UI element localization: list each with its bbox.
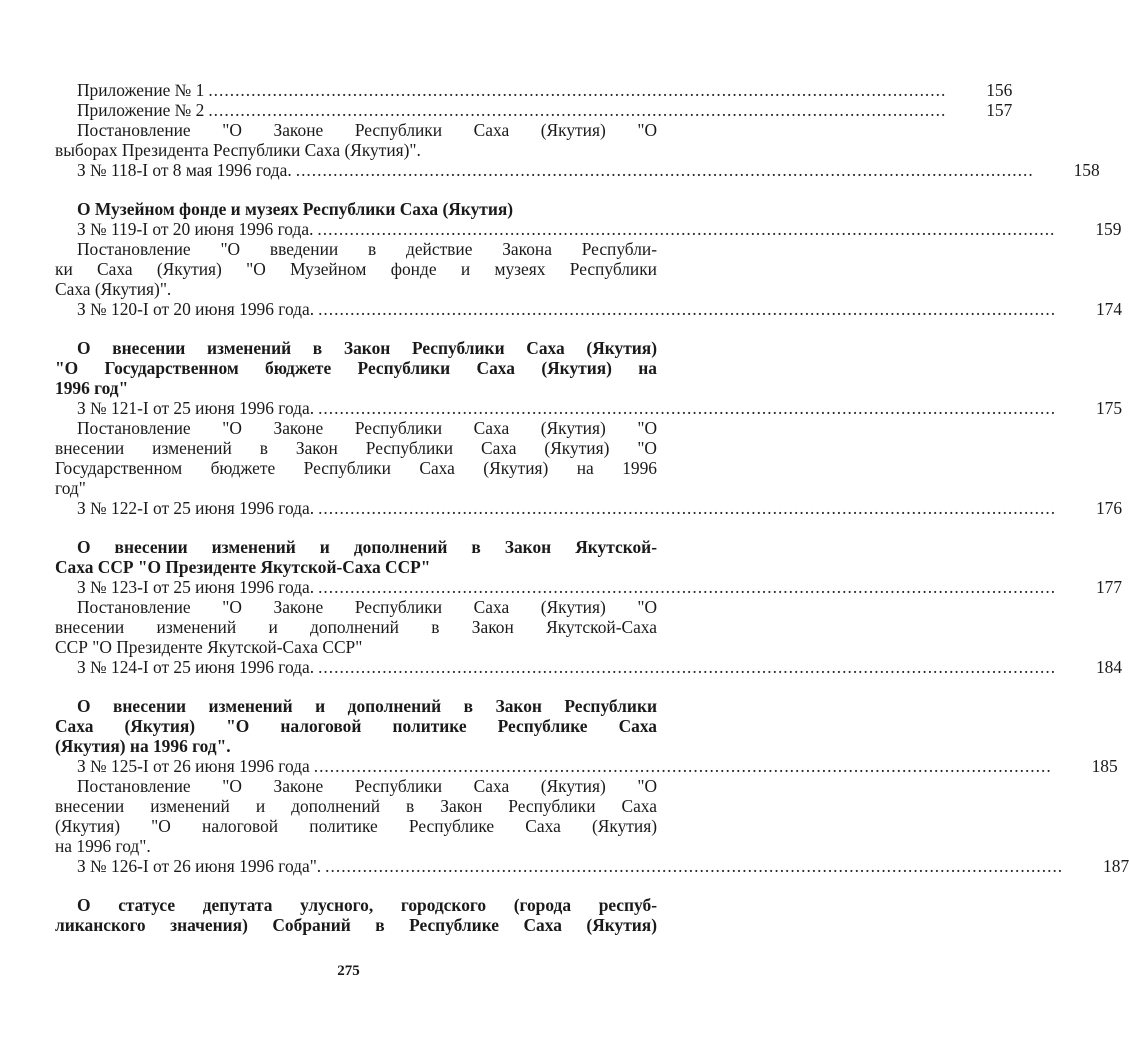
law-reference: З № 120-I от 20 июня 1996 года. bbox=[77, 299, 315, 319]
toc-section bbox=[55, 199, 1123, 319]
dot-leader: .......................................................................................................................................... bbox=[318, 657, 1057, 677]
toc-entry bbox=[55, 657, 1123, 677]
section-title: Саха (Якутия) "О налоговой политике Республике Саха bbox=[55, 716, 657, 736]
toc-section bbox=[55, 696, 1129, 876]
dot-leader: .......................................................................................................................................... bbox=[317, 219, 1056, 239]
law-reference: З № 121-I от 25 июня 1996 года. bbox=[77, 398, 315, 418]
entry-page-number: 184 bbox=[1095, 657, 1123, 677]
dot-leader: .......................................................................................................................................... bbox=[208, 80, 947, 100]
dot-leader: .......................................................................................................................................... bbox=[318, 398, 1057, 418]
decree-text: Постановление "О Законе Республики Саха (Якутия) "О bbox=[77, 120, 657, 140]
decree-text: внесении изменений в Закон Республики Саха (Якутия) "О bbox=[55, 438, 657, 458]
decree-text: Постановление "О Законе Республики Саха (Якутия) "О bbox=[77, 418, 657, 438]
toc-entry bbox=[55, 100, 1013, 120]
page-number: 275 bbox=[337, 963, 360, 979]
dot-leader: .......................................................................................................................................... bbox=[313, 756, 1052, 776]
toc-section bbox=[55, 895, 657, 935]
section-title: О внесении изменений в Закон Республики Саха (Якутия) bbox=[77, 338, 657, 358]
law-reference: З № 118-I от 8 мая 1996 года. bbox=[77, 160, 292, 180]
section-title: О Музейном фонде и музеях Республики Саха (Якутия) bbox=[77, 199, 514, 219]
entry-page-number: 158 bbox=[1073, 160, 1100, 180]
section-title: О внесении изменений и дополнений в Закон Якутской- bbox=[77, 537, 657, 557]
entry-page-number: 157 bbox=[986, 100, 1013, 120]
toc-entry bbox=[55, 219, 1122, 239]
decree-text: Саха (Якутия)". bbox=[55, 279, 172, 299]
toc-section bbox=[55, 338, 1123, 518]
law-reference: З № 123-I от 25 июня 1996 года. bbox=[77, 577, 315, 597]
decree-text: Государственном бюджете Республики Саха (Якутия) на 1996 bbox=[55, 458, 657, 478]
section-title: Саха ССР "О Президенте Якутской-Саха ССР" bbox=[55, 557, 431, 577]
decree-text: Постановление "О Законе Республики Саха (Якутия) "О bbox=[77, 776, 657, 796]
entry-page-number: 177 bbox=[1095, 577, 1123, 597]
decree-text: ки Саха (Якутия) "О Музейном фонде и музеях Республики bbox=[55, 259, 657, 279]
law-reference: З № 124-I от 25 июня 1996 года. bbox=[77, 657, 315, 677]
law-reference: З № 126-I от 26 июня 1996 года". bbox=[77, 856, 322, 876]
entry-page-number: 176 bbox=[1095, 498, 1123, 518]
entry-page-number: 159 bbox=[1095, 219, 1122, 239]
section-title: 1996 год" bbox=[55, 378, 129, 398]
toc-entry bbox=[55, 160, 1100, 180]
dot-leader: .......................................................................................................................................... bbox=[318, 577, 1057, 597]
decree-text: Постановление "О введении в действие Закона Республи- bbox=[77, 239, 657, 259]
dot-leader: .......................................................................................................................................... bbox=[325, 856, 1064, 876]
entry-page-number: 185 bbox=[1091, 756, 1118, 776]
toc-entry bbox=[55, 756, 1118, 776]
decree-text: ССР "О Президенте Якутской-Саха ССР" bbox=[55, 637, 363, 657]
law-reference: З № 119-I от 20 июня 1996 года. bbox=[77, 219, 314, 239]
dot-leader: .......................................................................................................................................... bbox=[208, 100, 947, 120]
entry-page-number: 156 bbox=[986, 80, 1013, 100]
toc-entry bbox=[55, 498, 1123, 518]
decree-text: внесении изменений и дополнений в Закон Якутской-Саха bbox=[55, 617, 657, 637]
section-title: О внесении изменений и дополнений в Закон Республики bbox=[77, 696, 657, 716]
law-reference: З № 125-I от 26 июня 1996 года bbox=[77, 756, 310, 776]
law-reference: З № 122-I от 25 июня 1996 года. bbox=[77, 498, 315, 518]
toc-entry bbox=[55, 80, 1013, 100]
toc-entry bbox=[55, 577, 1123, 597]
dot-leader: .......................................................................................................................................... bbox=[318, 498, 1057, 518]
entry-title: Приложение № 2 bbox=[77, 100, 205, 120]
toc-section bbox=[55, 80, 1100, 180]
toc-section bbox=[55, 537, 1123, 677]
entry-page-number: 175 bbox=[1095, 398, 1123, 418]
decree-text: внесении изменений и дополнений в Закон Республики Саха bbox=[55, 796, 657, 816]
decree-text: Постановление "О Законе Республики Саха (Якутия) "О bbox=[77, 597, 657, 617]
section-title: (Якутия) на 1996 год". bbox=[55, 736, 231, 756]
decree-text: выборах Президента Республики Саха (Якутия)". bbox=[55, 140, 421, 160]
dot-leader: .......................................................................................................................................... bbox=[295, 160, 1034, 180]
toc-entry bbox=[55, 856, 1129, 876]
section-title: ликанского значения) Собраний в Республике Саха (Якутия) bbox=[55, 915, 657, 935]
decree-text: на 1996 год". bbox=[55, 836, 151, 856]
toc-entry bbox=[55, 398, 1123, 418]
entry-page-number: 174 bbox=[1095, 299, 1123, 319]
section-title: "О Государственном бюджете Республики Саха (Якутия) на bbox=[55, 358, 657, 378]
decree-text: год" bbox=[55, 478, 86, 498]
entry-page-number: 187 bbox=[1103, 856, 1129, 876]
dot-leader: .......................................................................................................................................... bbox=[318, 299, 1057, 319]
toc-entry bbox=[55, 299, 1123, 319]
decree-text: (Якутия) "О налоговой политике Республике Саха (Якутия) bbox=[55, 816, 657, 836]
entry-title: Приложение № 1 bbox=[77, 80, 205, 100]
table-of-contents bbox=[55, 80, 1129, 935]
section-title: О статусе депутата улусного, городского (города респуб- bbox=[77, 895, 657, 915]
